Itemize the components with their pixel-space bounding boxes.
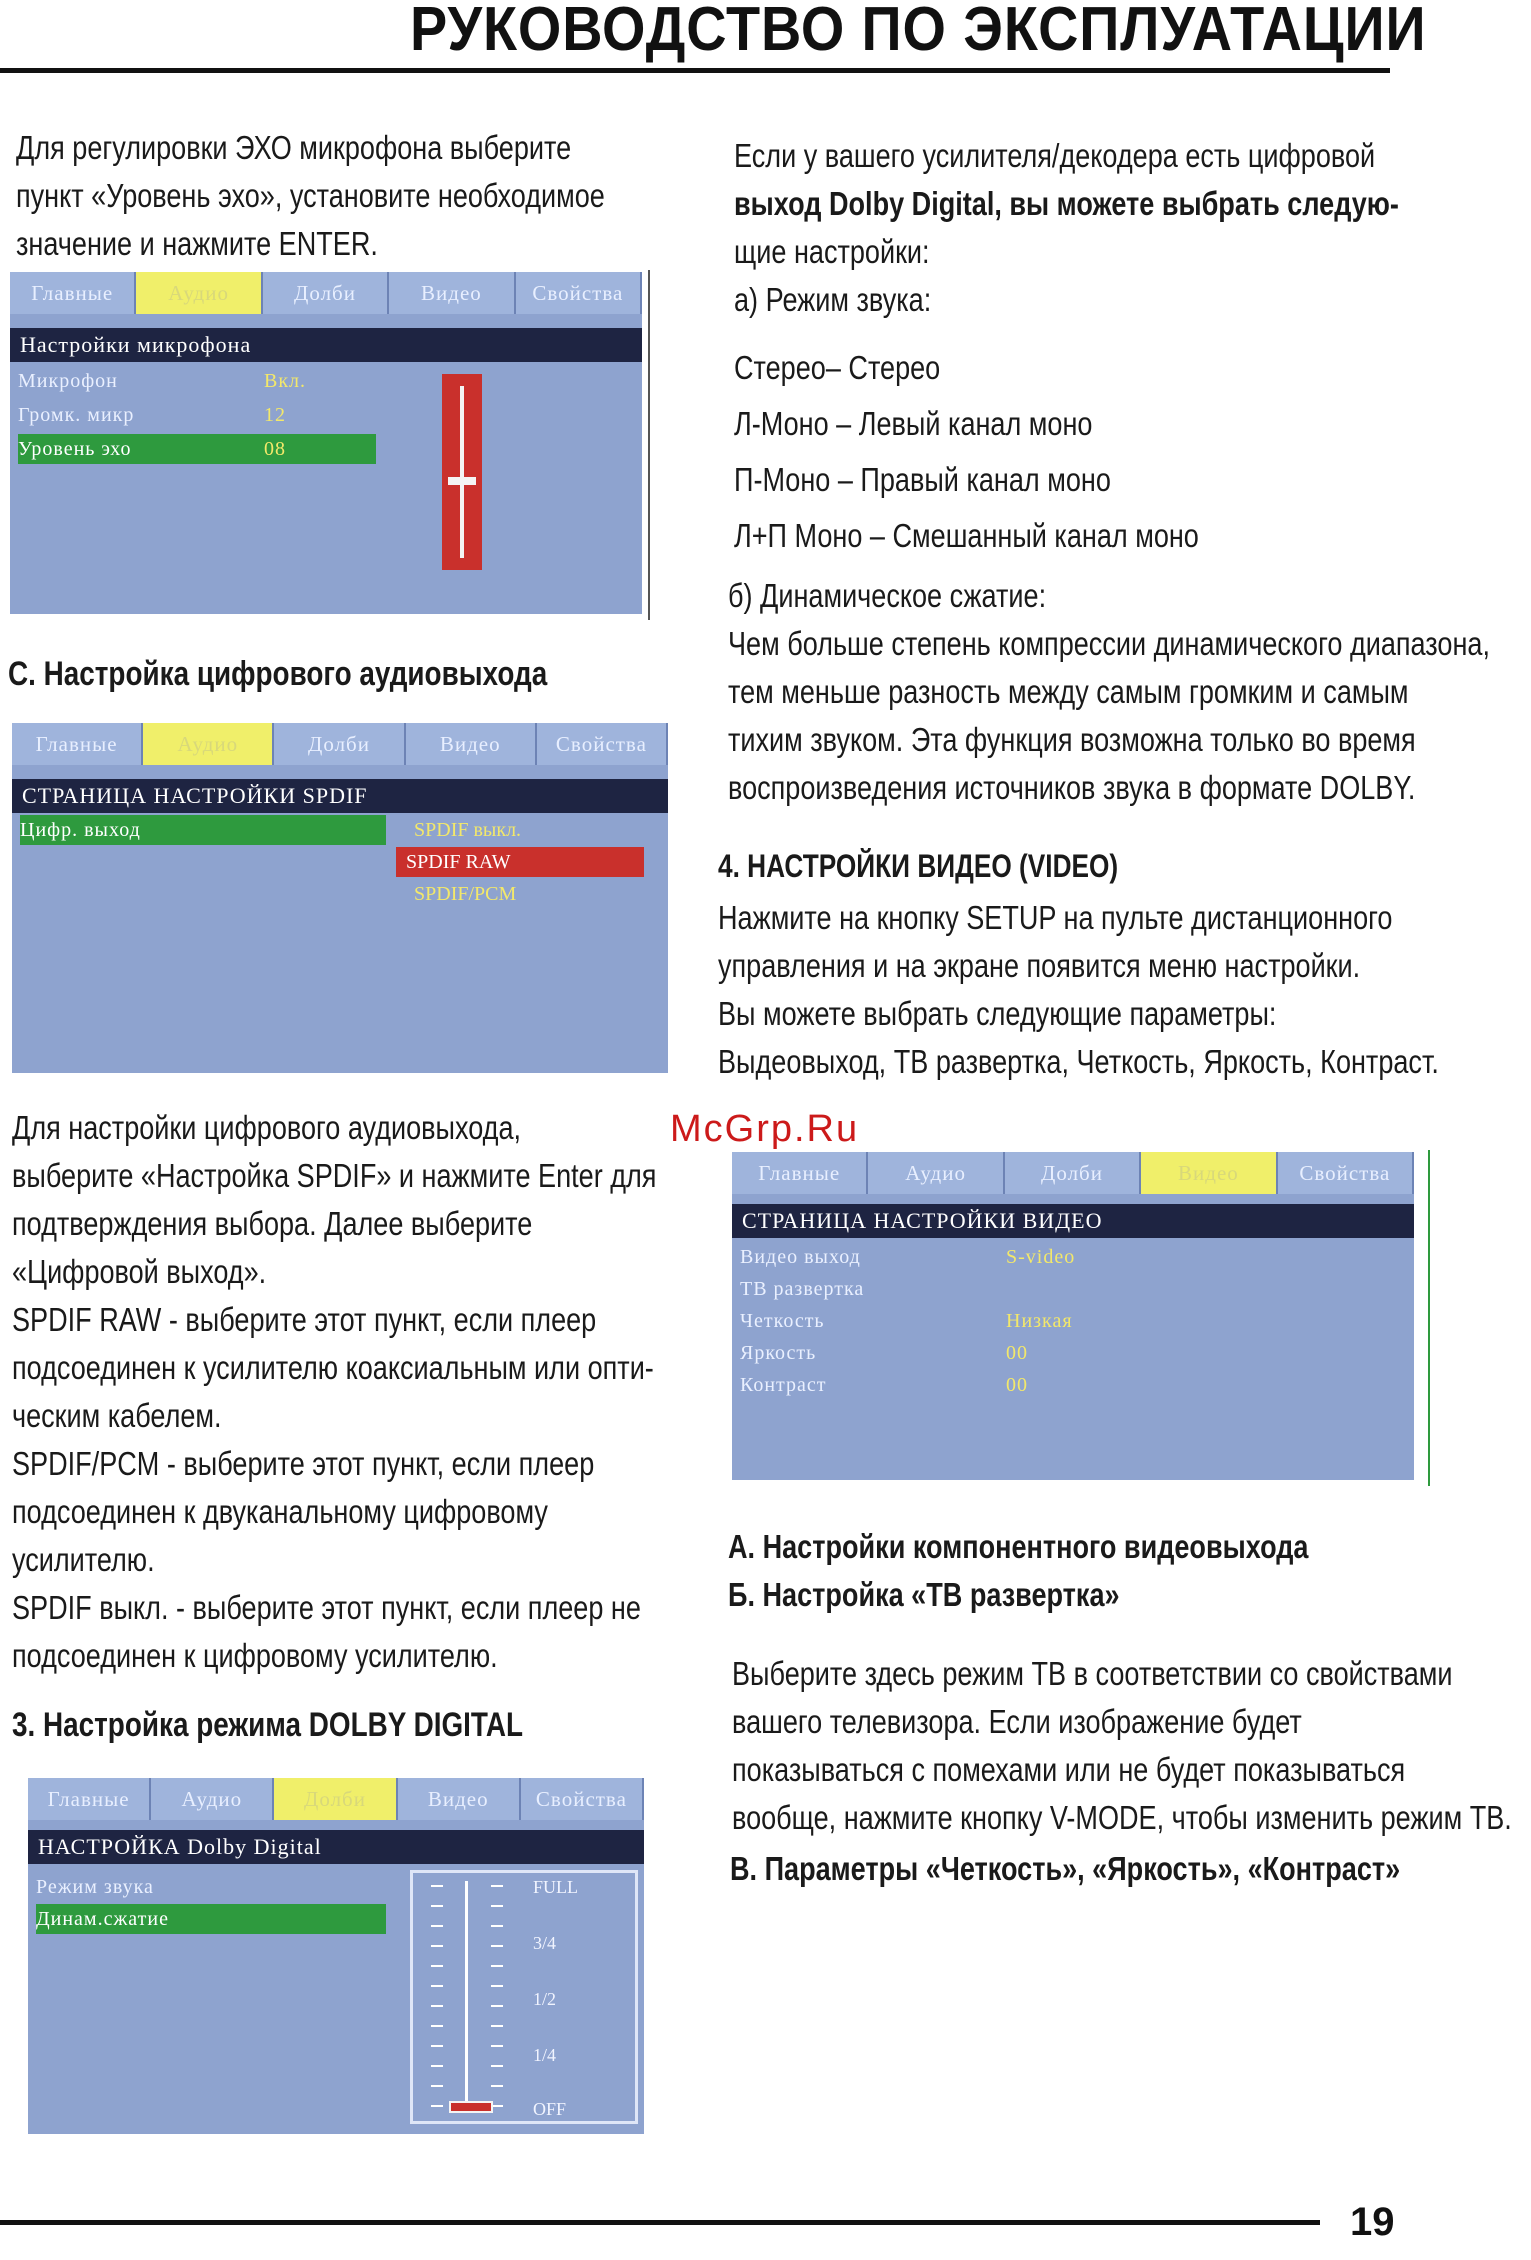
tab-properties[interactable]: Свойства bbox=[537, 723, 668, 765]
divider bbox=[1428, 1150, 1430, 1486]
scale-label-full: FULL bbox=[533, 1877, 578, 1897]
text-line: выход Dolby Digital, вы можете выбрать следую- bbox=[734, 185, 1399, 222]
tab-video[interactable]: Видео bbox=[389, 272, 515, 314]
text-line: подсоединен к усилителю коаксиальным или опти- bbox=[12, 1349, 654, 1386]
scale-label-off: OFF bbox=[533, 2099, 567, 2119]
text-line: Чем больше степень компрессии динамического диапазона, bbox=[728, 625, 1490, 662]
scale-tick bbox=[431, 1985, 443, 1987]
list-item: Л-Моно – Левый канал моно bbox=[734, 405, 1093, 442]
footer-rule bbox=[0, 2220, 1320, 2225]
osd-tab-bar bbox=[732, 1152, 1414, 1194]
option-spdif-raw[interactable]: SPDIF RAW bbox=[396, 847, 644, 877]
text-line: усилителю. bbox=[12, 1541, 155, 1578]
osd-tab-bar bbox=[28, 1778, 644, 1820]
text-line: а) Режим звука: bbox=[734, 281, 932, 318]
tab-dolby[interactable]: Долби bbox=[274, 1778, 397, 1820]
menu-row-sharpness[interactable]: Четкость bbox=[740, 1310, 825, 1332]
scale-label-1-4: 1/4 bbox=[533, 2045, 557, 2065]
scale-tick bbox=[431, 1885, 443, 1887]
heading-b: Б. Настройка «ТВ развертка» bbox=[728, 1576, 1120, 1613]
tab-video[interactable]: Видео bbox=[1141, 1152, 1277, 1194]
slider-thumb[interactable] bbox=[448, 477, 476, 485]
text-line: Выдеовыход, ТВ развертка, Четкость, Яркость, Контраст. bbox=[718, 1043, 1439, 1080]
tab-main[interactable]: Главные bbox=[28, 1778, 151, 1820]
scale-tick bbox=[491, 2005, 503, 2007]
osd-page-header: СТРАНИЦА НАСТРОЙКИ ВИДЕО bbox=[732, 1204, 1414, 1238]
list-item: Л+П Моно – Смешанный канал моно bbox=[734, 517, 1199, 554]
text-line: Вы можете выбрать следующие параметры: bbox=[718, 995, 1277, 1032]
scale-tick bbox=[431, 2085, 443, 2087]
text-line: показываться с помехами или не будет показываться bbox=[732, 1751, 1406, 1788]
menu-row-digital-out[interactable]: Цифр. выход bbox=[20, 815, 386, 845]
menu-row-brightness[interactable]: Яркость bbox=[740, 1342, 817, 1364]
page-title: РУКОВОДСТВО ПО ЭКСПЛУАТАЦИИ bbox=[409, 0, 1426, 64]
text-line: подтверждения выбора. Далее выберите bbox=[12, 1205, 533, 1242]
scale-tick bbox=[431, 1925, 443, 1927]
scale-tick bbox=[431, 1965, 443, 1967]
scale-tick bbox=[491, 1885, 503, 1887]
text-line: «Цифровой выход». bbox=[12, 1253, 267, 1290]
tab-video[interactable]: Видео bbox=[398, 1778, 521, 1820]
page-number: 19 bbox=[1350, 2200, 1395, 2244]
text-line: вообще, нажмите кнопку V-MODE, чтобы изменить режим ТВ. bbox=[732, 1799, 1512, 1836]
osd-screen-dolby bbox=[28, 1778, 644, 2134]
osd-screen-spdif bbox=[12, 723, 668, 1073]
tab-audio[interactable]: Аудио bbox=[868, 1152, 1004, 1194]
osd-page-header: СТРАНИЦА НАСТРОЙКИ SPDIF bbox=[12, 779, 668, 813]
tab-properties[interactable]: Свойства bbox=[516, 272, 642, 314]
text-line: воспроизведения источников звука в формате DOLBY. bbox=[728, 769, 1416, 806]
scale-tick bbox=[431, 1945, 443, 1947]
option-spdif-off[interactable]: SPDIF выкл. bbox=[414, 819, 522, 841]
text-line: вашего телевизора. Если изображение будет bbox=[732, 1703, 1302, 1740]
menu-row-contrast[interactable]: Контраст bbox=[740, 1374, 827, 1396]
tab-properties[interactable]: Свойства bbox=[1278, 1152, 1414, 1194]
scale-tick bbox=[431, 2025, 443, 2027]
text-line: Для настройки цифрового аудиовыхода, bbox=[12, 1109, 522, 1146]
text-line: щие настройки: bbox=[734, 233, 930, 270]
scale-tick bbox=[431, 1905, 443, 1907]
osd-page-header: НАСТРОЙКА Dolby Digital bbox=[28, 1830, 644, 1864]
tab-audio[interactable]: Аудио bbox=[136, 272, 262, 314]
text-line: пункт «Уровень эхо», установите необходимое bbox=[16, 177, 605, 214]
text-line: значение и нажмите ENTER. bbox=[16, 225, 378, 262]
menu-row-drc[interactable]: Динам.сжатие bbox=[36, 1904, 386, 1934]
text-line: ческим кабелем. bbox=[12, 1397, 222, 1434]
osd-tab-bar bbox=[10, 272, 642, 314]
tab-main[interactable]: Главные bbox=[732, 1152, 868, 1194]
scale-tick bbox=[431, 2045, 443, 2047]
spdif-paragraph bbox=[12, 1104, 656, 1680]
menu-row-echo-level[interactable]: Уровень эхо bbox=[18, 434, 376, 464]
tv-mode-paragraph bbox=[732, 1650, 1512, 1842]
drc-slider-thumb[interactable] bbox=[449, 2101, 493, 2113]
text-line: подсоединен к цифровому усилителю. bbox=[12, 1637, 498, 1674]
scale-tick bbox=[491, 2085, 503, 2087]
tab-audio[interactable]: Аудио bbox=[151, 1778, 274, 1820]
menu-row-tv-scan[interactable]: ТВ развертка bbox=[740, 1278, 865, 1300]
scale-tick bbox=[431, 2065, 443, 2067]
scale-label-1-2: 1/2 bbox=[533, 1989, 557, 2009]
drc-scale-panel bbox=[410, 1870, 638, 2124]
tab-video[interactable]: Видео bbox=[406, 723, 537, 765]
scale-tick bbox=[431, 2105, 443, 2107]
scale-tick bbox=[491, 2065, 503, 2067]
video-paragraph bbox=[718, 894, 1439, 1086]
menu-value: S-video bbox=[1006, 1246, 1076, 1268]
menu-value: Низкая bbox=[1006, 1310, 1073, 1332]
text-line: SPDIF/PCM - выберите этот пункт, если плеер bbox=[12, 1445, 595, 1482]
sound-modes-list bbox=[734, 340, 1199, 564]
scale-tick bbox=[431, 2005, 443, 2007]
menu-value: 08 bbox=[264, 438, 286, 460]
watermark: McGrp.Ru bbox=[670, 1108, 860, 1150]
option-spdif-pcm[interactable]: SPDIF/PCM bbox=[414, 883, 517, 905]
osd-screen-video bbox=[732, 1152, 1414, 1480]
scale-tick bbox=[491, 1925, 503, 1927]
tab-properties[interactable]: Свойства bbox=[521, 1778, 644, 1820]
header-rule bbox=[0, 68, 1390, 73]
drc-paragraph bbox=[728, 572, 1490, 812]
section-c-heading: С. Настройка цифрового аудиовыхода bbox=[8, 655, 548, 693]
tab-dolby[interactable]: Долби bbox=[1005, 1152, 1141, 1194]
scale-track bbox=[465, 1881, 468, 2113]
menu-row-microphone[interactable]: Микрофон bbox=[18, 370, 118, 392]
scale-tick bbox=[491, 1945, 503, 1947]
scale-tick bbox=[491, 1965, 503, 1967]
text-line: SPDIF выкл. - выберите этот пункт, если плеер не bbox=[12, 1589, 641, 1626]
slider-track bbox=[460, 386, 464, 558]
menu-row-video-out[interactable]: Видео выход bbox=[740, 1246, 861, 1268]
text-line: тихим звуком. Эта функция возможна только во время bbox=[728, 721, 1416, 758]
menu-value: 00 bbox=[1006, 1374, 1028, 1396]
list-item: П-Моно – Правый канал моно bbox=[734, 461, 1111, 498]
tab-audio[interactable]: Аудио bbox=[143, 723, 274, 765]
tab-main[interactable]: Главные bbox=[10, 272, 136, 314]
heading-a: А. Настройки компонентного видеовыхода bbox=[728, 1528, 1309, 1565]
scale-tick bbox=[491, 2025, 503, 2027]
menu-row-mic-volume[interactable]: Громк. микр bbox=[18, 404, 135, 426]
scale-tick bbox=[491, 1985, 503, 1987]
echo-level-slider[interactable] bbox=[442, 374, 482, 570]
tab-dolby[interactable]: Долби bbox=[263, 272, 389, 314]
text-line: Для регулировки ЭХО микрофона выберите bbox=[16, 129, 572, 166]
text-line: тем меньше разность между самым громким и самым bbox=[728, 673, 1409, 710]
text-line: управления и на экране появится меню настройки. bbox=[718, 947, 1361, 984]
scale-tick bbox=[491, 1905, 503, 1907]
section-4-heading: 4. НАСТРОЙКИ ВИДЕО (VIDEO) bbox=[718, 848, 1119, 884]
text-line: SPDIF RAW - выберите этот пункт, если плеер bbox=[12, 1301, 597, 1338]
osd-tab-bar bbox=[12, 723, 668, 765]
text-line: Нажмите на кнопку SETUP на пульте дистанционного bbox=[718, 899, 1393, 936]
text-line: подсоединен к двуканальному цифровому bbox=[12, 1493, 548, 1530]
text-line: Если у вашего усилителя/декодера есть цифровой bbox=[734, 137, 1376, 174]
scale-tick bbox=[491, 2045, 503, 2047]
osd-screen-microphone bbox=[10, 272, 642, 614]
list-item: Стерео– Стерео bbox=[734, 349, 941, 386]
tab-main[interactable]: Главные bbox=[12, 723, 143, 765]
section-3-heading: 3. Настройка режима DOLBY DIGITAL bbox=[12, 1706, 524, 1744]
osd-page-header: Настройки микрофона bbox=[10, 328, 642, 362]
text-line: Выберите здесь режим ТВ в соответствии со свойствами bbox=[732, 1655, 1453, 1692]
menu-row-sound-mode[interactable]: Режим звука bbox=[36, 1876, 154, 1898]
menu-value: Вкл. bbox=[264, 370, 307, 392]
text-line: б) Динамическое сжатие: bbox=[728, 577, 1047, 614]
echo-paragraph bbox=[16, 124, 605, 268]
menu-value: 12 bbox=[264, 404, 286, 426]
scale-label-3-4: 3/4 bbox=[533, 1933, 557, 1953]
dolby-intro-paragraph bbox=[734, 132, 1399, 324]
tab-dolby[interactable]: Долби bbox=[274, 723, 405, 765]
divider bbox=[648, 270, 650, 620]
text-line: выберите «Настройка SPDIF» и нажмите Enter для bbox=[12, 1157, 657, 1194]
menu-value: 00 bbox=[1006, 1342, 1028, 1364]
heading-v: В. Параметры «Четкость», «Яркость», «Контраст» bbox=[730, 1850, 1401, 1887]
